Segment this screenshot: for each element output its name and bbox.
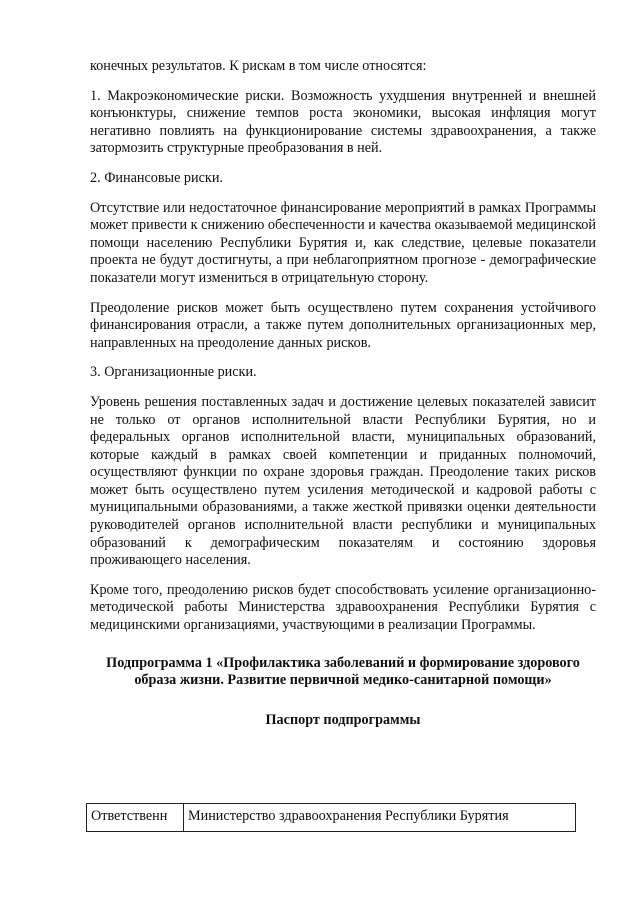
paragraph-organizational-risks-body: Уровень решения поставленных задач и достижение целевых показателей зависит не только от органов исполнительной власти Республики Бурятия, но и федеральных органов исполнительной власти, муниципальных образований, которые каждый в рамках своей компетенции и приданных полномочий, осуществляют функции по охране здоровья граждан. Преодоление таких рисков может быть осуществлено путем усиления методической и кадровой работы с муниципальными образованиями, а также жесткой привязки оценки деятельности руководителей органов исполнительной власти республики и муниципальных образований к демографическим показателям и состоянию здоровья проживающего населения.: [90, 393, 596, 569]
paragraph-organizational-risks-title: 3. Организационные риски.: [90, 364, 257, 381]
paragraph-macro-risks: 1. Макроэкономические риски. Возможность ухудшения внутренней и внешней конъюнктуры, снижение темпов роста экономики, высокая инфляция могут негативно повлиять на функционирование системы здравоохранения, а также затормозить структурные преобразования в ней.: [90, 87, 596, 157]
paragraph-financial-overcome: Преодоление рисков может быть осуществлено путем сохранения устойчивого финансирования отрасли, а также путем дополнительных организационных мер, направленных на преодоление данных рисков.: [90, 299, 596, 351]
paragraph-financial-risks-title: 2. Финансовые риски.: [90, 169, 223, 186]
passport-table: [86, 803, 576, 832]
passport-row-label: Ответственн: [87, 804, 184, 832]
document-page: [90, 58, 596, 729]
paragraph-intro: конечных результатов. К рискам в том числе относятся:: [90, 58, 427, 74]
table-row: [87, 804, 576, 832]
paragraph-financial-risks-body: Отсутствие или недостаточное финансирование мероприятий в рамках Программы может привести к снижению обеспеченности и качества оказываемой медицинской помощи населению Республики Бурятия и, как следствие, целевые показатели проекта не будут достигнуты, а при неблагоприятном прогнозе - демографические показатели могут измениться в отрицательную сторону.: [90, 199, 596, 286]
subprogram-heading: Подпрограмма 1 «Профилактика заболеваний и формирование здорового образа жизни. Развитие первичной медико-санитарной помощи»: [106, 654, 580, 689]
paragraph-besides: Кроме того, преодолению рисков будет способствовать усиление организационно-методической работы Министерства здравоохранения Республики Бурятия с медицинскими организациями, участвующими в реализации Программы.: [90, 581, 596, 634]
passport-title: Паспорт подпрограммы: [265, 711, 421, 728]
passport-row-value: Министерство здравоохранения Республики Бурятия: [184, 804, 576, 832]
